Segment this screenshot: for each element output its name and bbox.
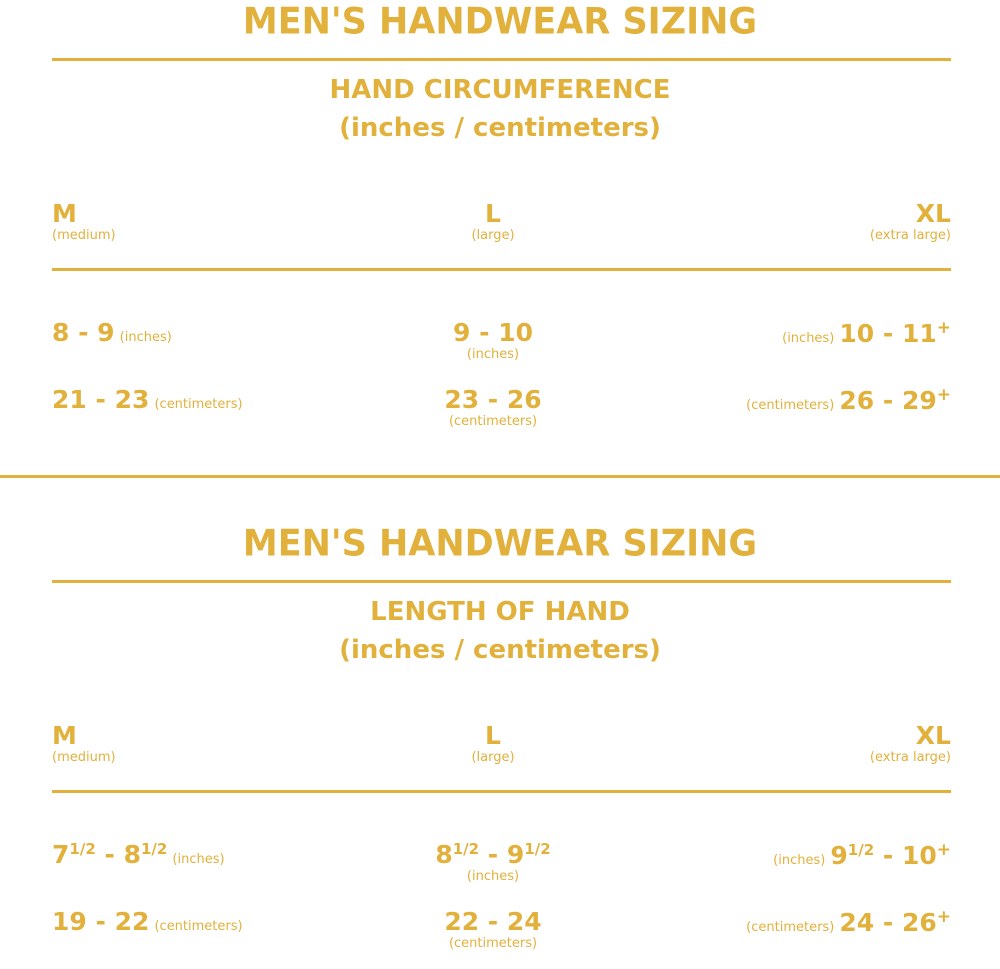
header-rule	[52, 790, 951, 793]
size-desc: (large)	[471, 228, 515, 243]
section-title: MEN'S HANDWEAR SIZING	[242, 1, 758, 43]
value-unit: (inches)	[466, 347, 520, 362]
value-number: 23 - 26	[444, 385, 542, 414]
value-unit: (centimeters)	[154, 919, 243, 934]
size-desc: (large)	[471, 750, 515, 765]
value-unit: (centimeters)	[448, 936, 538, 951]
value-number: 21 - 23	[52, 385, 150, 414]
value-unit: (inches)	[172, 852, 225, 867]
size-desc: (extra large)	[869, 228, 951, 243]
inches-value-xl	[782, 318, 951, 348]
size-label: XL	[915, 199, 951, 228]
section-divider	[0, 475, 1000, 478]
size-desc: (extra large)	[869, 750, 951, 765]
value-number: 10 - 11	[839, 319, 937, 348]
cm-value-l	[393, 385, 593, 430]
value-plus: +	[936, 318, 951, 338]
title-rule	[52, 58, 951, 61]
size-label: XL	[915, 721, 951, 750]
title-rule	[52, 580, 951, 583]
value-number: $9^{1/2} - 10^+$	[830, 840, 951, 870]
value-number: 22 - 24	[444, 907, 542, 936]
value-number: $8^{1/2} - 9^{1/2}$	[435, 840, 551, 869]
value-number: $7^{1/2} - 8^{1/2}$	[52, 840, 168, 869]
size-desc: (medium)	[52, 228, 116, 243]
value-unit: (inches)	[782, 331, 835, 346]
header-rule	[52, 268, 951, 271]
size-header-xl	[870, 200, 951, 244]
value-unit: (centimeters)	[746, 920, 835, 935]
value-unit: (inches)	[119, 330, 172, 345]
size-header-l	[393, 200, 593, 244]
value-number: 8 - 9	[52, 318, 115, 347]
section-subtitle: HAND CIRCUMFERENCE	[329, 75, 671, 105]
inches-value-m	[52, 318, 172, 347]
inches-value-l	[393, 840, 593, 885]
inches-value-xl	[773, 840, 951, 870]
cm-value-l	[393, 907, 593, 952]
size-label: M	[52, 199, 77, 228]
size-label: L	[485, 721, 501, 750]
inches-value-l	[393, 318, 593, 363]
size-header-m	[52, 200, 116, 244]
section-subtitle: LENGTH OF HAND	[370, 597, 630, 627]
size-header-m	[52, 722, 116, 766]
size-label: M	[52, 721, 77, 750]
value-unit: (centimeters)	[154, 397, 243, 412]
value-number: 19 - 22	[52, 907, 150, 936]
value-unit: (inches)	[466, 869, 520, 884]
cm-value-xl	[746, 385, 951, 415]
value-unit: (centimeters)	[448, 414, 538, 429]
section-title: MEN'S HANDWEAR SIZING	[242, 523, 758, 565]
value-plus: +	[936, 385, 951, 405]
cm-value-xl	[746, 907, 951, 937]
section-units: (inches / centimeters)	[339, 113, 661, 143]
value-unit: (inches)	[773, 853, 826, 868]
value-number: 24 - 26	[839, 908, 937, 937]
cm-value-m	[52, 385, 243, 414]
value-plus: +	[936, 907, 951, 927]
size-label: L	[485, 199, 501, 228]
section-units: (inches / centimeters)	[339, 635, 661, 665]
size-header-xl	[870, 722, 951, 766]
size-desc: (medium)	[52, 750, 116, 765]
value-unit: (centimeters)	[746, 398, 835, 413]
value-number: 26 - 29	[839, 386, 937, 415]
inches-value-m	[52, 840, 225, 869]
value-number: 9 - 10	[453, 318, 533, 347]
cm-value-m	[52, 907, 243, 936]
size-header-l	[393, 722, 593, 766]
